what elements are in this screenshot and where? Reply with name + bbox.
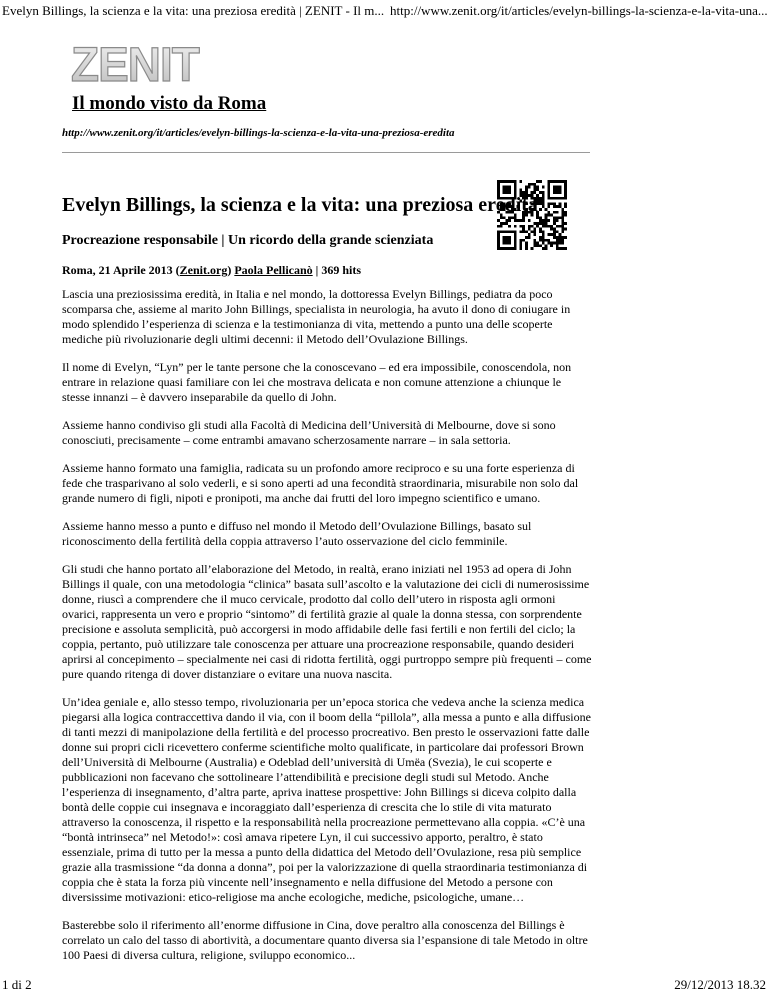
zenit-logo-graphic [68,38,202,82]
article-paragraph: Un’idea geniale e, allo stesso tempo, rivoluzionaria per un’epoca storica che vedeva anche la scienza medica piegarsi alla logica contraccettiva dando il via, con il boom della “pillola”, alla messa a punto e alla diffusione di tanti mezzi di manipolazione della fertilità e del processo procreativo. Ben presto le osservazioni fatte dalle donne sui propri cicli ricevettero conferme scientifiche molto qualificate, in particolare dai professori Brown dell’Università di Melbourne (Australia) e Odeblad dell’università di Umëa (Svezia), le cui scoperte e pubblicazioni non facevano che sottolineare l’attendibilità e precisione degli studi sul Metodo. Anche l’esperienza di insegnamento, d’altra parte, apriva inattese prospettive: John Billings si diceva colpito dalla bontà delle coppie cui insegnava e incoraggiato dall’esperienza di crescita che lo stile di vita maturato attraverso la conoscenza, il rispetto e la responsabilità nella procreazione permettevano alla coppia. «C’è una “bontà intrinseca” nel Metodo!»: così amava ripetere Lyn, il cui successivo apporto, peraltro, è stato essenziale, prima di tutto per la messa a punto della didattica del Metodo dell’Ovulazione, resa più semplice grazie alla trasmissione “da donna a donna”, poi per la valorizzazione di quella straordinaria testimonianza di coppia che è stata la forza più vincente nell’insegnamento e nella diffusione del Metodo a persone con diversissime motivazioni: etico-religiose ma anche ecologiche, mediche, psicologiche, umane… [62,695,591,904]
byline-paren-open: ( [172,263,180,277]
source-link[interactable]: Zenit.org [179,263,228,277]
article-paragraph: Basterebbe solo il riferimento all’enorme diffusione in Cina, dove peraltro alla conoscenza del Billings è correlato un calo del tasso di abortività, a documentare quanto diversa sia l’espansione di tale Metodo in oltre 100 Paesi di diversa cultura, religione, sviluppo economico... [62,918,588,962]
article-paragraph: Assieme hanno messo a punto e diffuso nel mondo il Metodo dell’Ovulazione Billings, basato sul riconoscimento della fertilità della coppia attraverso l’auto osservazione del ciclo femminile. [62,519,532,548]
site-tagline[interactable]: Il mondo visto da Roma [72,93,267,114]
article-subtitle: Procreazione responsabile | Un ricordo della grande scienziata [62,233,434,248]
source-url: http://www.zenit.org/it/articles/evelyn-billings-la-scienza-e-la-vita-una-preziosa-eredita [62,127,455,139]
article-paragraph: Lascia una preziosissima eredità, in Italia e nel mondo, la dottoressa Evelyn Billings, pediatra da poco scomparsa che, assieme al marito John Billings, specialista in neurologia, ha avuto il dono di coniugare in modo splendido l’esperienza di scienza e la testimonianza di vita, mettendo a punto una delle scoperte mediche più rivoluzionarie degli ultimi decenni: il Metodo dell’Ovulazione Billings. [62,287,571,346]
print-timestamp: 29/12/2013 18.32 [674,977,766,992]
article-paragraph: Il nome di Evelyn, “Lyn” per le tante persone che la conoscevano – ed era impossibile, conoscendola, non entrare in relazione quasi familiare con lei che mostrava delicata e non comune attenzione a chiunque le stesse innanzi – è davvero inseparabile da quello di John. [62,360,572,404]
byline-hits: | 369 hits [312,263,361,277]
article-paragraph: Gli studi che hanno portato all’elaborazione del Metodo, in realtà, erano iniziati nel 1953 ad opera di John Billings il quale, con una metodologia “clinica” basata sull’ascolto e la valutazione dei cicli di numerosissime donne, riuscì a comprendere che il muco cervicale, prodotto dal collo dell’utero in risposta agli ormoni ovarici, rappresenta un vero e proprio “sintomo” di fertilità grazie al quale la donna stessa, con sorprendente precisione e assoluta semplicità, può accorgersi in modo affidabile delle fasi fertili e non fertili del ciclo; la coppia, pertanto, può utilizzare tale conoscenza per attuare una procreazione responsabile, quando desideri aprirsi al concepimento – specialmente nei casi di ridotta fertilità, oggi purtroppo sempre più frequenti – come pure quando ritenga di dover distanziare o evitare una nuova nascita. [62,562,592,681]
byline-paren-close: ) [227,263,235,277]
horizontal-divider [62,152,590,153]
article-paragraph: Assieme hanno formato una famiglia, radicata su un profondo amore reciproco e su una forte esperienza di fede che trasparivano al solo vederli, e si sono aperti ad una fecondità straordinaria, misurabile non solo dal grande numero di figli, nipoti e pronipoti, ma anche dai frutti del loro impegno scientifico e umano. [62,461,579,505]
zenit-logo-text: ZENIT [71,38,199,82]
byline-place-date: Roma, 21 Aprile 2013 [62,263,173,277]
author-link[interactable]: Paola Pellicanò [234,263,313,277]
article-paragraph: Assieme hanno condiviso gli studi alla Facoltà di Medicina dell’Università di Melbourne, dove si sono conosciuti, precisamente – come entrambi amavano scherzosamente narrare – in sala settoria. [62,418,556,447]
article-byline [62,263,361,278]
print-page-url: http://www.zenit.org/it/articles/evelyn-billings-la-scienza-e-la-vita-una... [390,3,768,18]
print-header [0,0,768,22]
article-title: Evelyn Billings, la scienza e la vita: una preziosa eredità [62,194,538,216]
print-page-title: Evelyn Billings, la scienza e la vita: una preziosa eredità | ZENIT - Il m... [2,3,385,18]
page-number: 1 di 2 [2,977,32,992]
zenit-logo [68,38,202,82]
article-body [62,287,592,976]
print-footer [0,976,768,994]
